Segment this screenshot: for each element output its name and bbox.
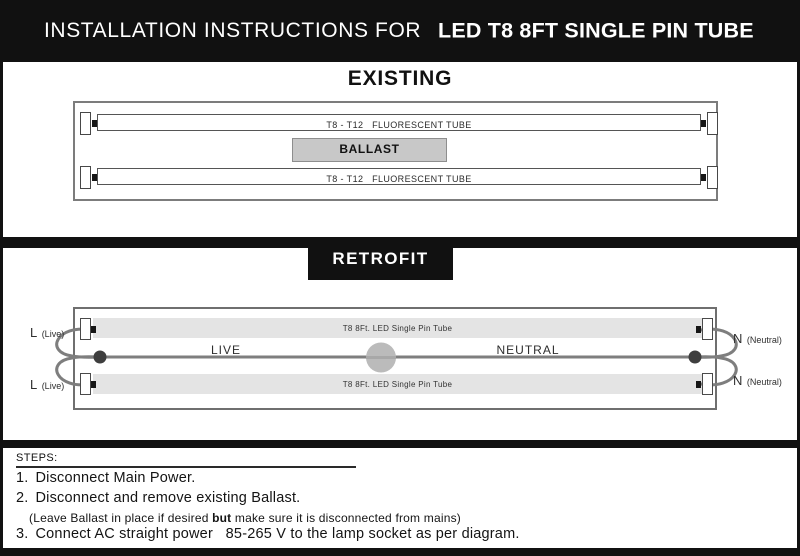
step-2 <box>16 490 300 506</box>
neutral-terminal-sub: (Neutral) <box>746 377 782 387</box>
section-divider <box>0 440 800 448</box>
header-bar <box>0 0 800 62</box>
existing-tube2 <box>97 168 701 185</box>
step-3 <box>16 526 520 542</box>
existing-tube2-right-pin <box>701 174 706 181</box>
step-1-text: Disconnect Main Power. <box>35 470 196 486</box>
step-1-number: 1. <box>16 470 29 486</box>
live-terminal-label-bottom <box>30 376 64 394</box>
bottom-frame-bar <box>0 548 800 556</box>
led-tube2 <box>93 374 702 394</box>
header-right-title: LED T8 8FT SINGLE PIN TUBE <box>438 18 754 43</box>
steps-heading: STEPS: <box>16 452 58 464</box>
live-wire-label: LIVE <box>210 343 241 357</box>
led-tube2-right-socket <box>702 373 713 395</box>
step-2-note <box>29 511 461 525</box>
existing-section-title: EXISTING <box>347 67 453 90</box>
led-tube1-left-socket <box>80 318 91 340</box>
live-terminal-sub: (Live) <box>41 381 65 391</box>
existing-tube1-label: T8 - T12 FLUORESCENT TUBE <box>326 120 472 130</box>
neutral-wire-label: NEUTRAL <box>496 343 560 357</box>
neutral-terminal-label-bottom <box>733 372 782 390</box>
ballast-box: BALLAST <box>292 138 447 162</box>
led-tube1-right-pin <box>696 326 701 333</box>
existing-tube2-label: T8 - T12 FLUORESCENT TUBE <box>326 174 472 184</box>
step-1 <box>16 470 195 486</box>
neutral-terminal-label-top <box>733 330 782 348</box>
step-3-text: Connect AC straight power 85-265 V to the lamp socket as per diagram. <box>35 526 520 542</box>
live-terminal-letter: L <box>30 377 38 392</box>
neutral-terminal-sub: (Neutral) <box>746 335 782 345</box>
existing-tube1-left-socket <box>80 112 91 135</box>
neutral-terminal-letter: N <box>733 373 743 388</box>
step-3-number: 3. <box>16 526 29 542</box>
left-frame-border <box>0 62 3 548</box>
led-tube1-right-socket <box>702 318 713 340</box>
step-2-number: 2. <box>16 490 29 506</box>
retrofit-section-title: RETROFIT <box>308 237 453 280</box>
led-tube2-left-pin <box>91 381 96 388</box>
led-tube2-label: T8 8Ft. LED Single Pin Tube <box>342 380 453 389</box>
step-2-note-pre: (Leave Ballast in place if desired <box>29 511 213 525</box>
led-tube1-left-pin <box>91 326 96 333</box>
neutral-terminal-letter: N <box>733 331 743 346</box>
live-terminal-label-top <box>30 324 64 342</box>
existing-tube2-left-socket <box>80 166 91 189</box>
live-terminal-letter: L <box>30 325 38 340</box>
live-terminal-sub: (Live) <box>41 329 65 339</box>
existing-tube1-right-pin <box>701 120 706 127</box>
step-2-note-bold: but <box>212 511 232 525</box>
led-tube1 <box>93 318 702 338</box>
existing-tube1-right-socket <box>707 112 718 135</box>
step-2-note-post: make sure it is disconnected from mains) <box>231 511 461 525</box>
steps-underline <box>16 466 356 468</box>
led-tube1-label: T8 8Ft. LED Single Pin Tube <box>342 324 453 333</box>
led-tube2-right-pin <box>696 381 701 388</box>
step-2-text: Disconnect and remove existing Ballast. <box>35 490 301 506</box>
led-tube2-left-socket <box>80 373 91 395</box>
existing-tube1 <box>97 114 701 131</box>
existing-tube2-right-socket <box>707 166 718 189</box>
header-left-title: INSTALLATION INSTRUCTIONS FOR <box>44 19 422 42</box>
